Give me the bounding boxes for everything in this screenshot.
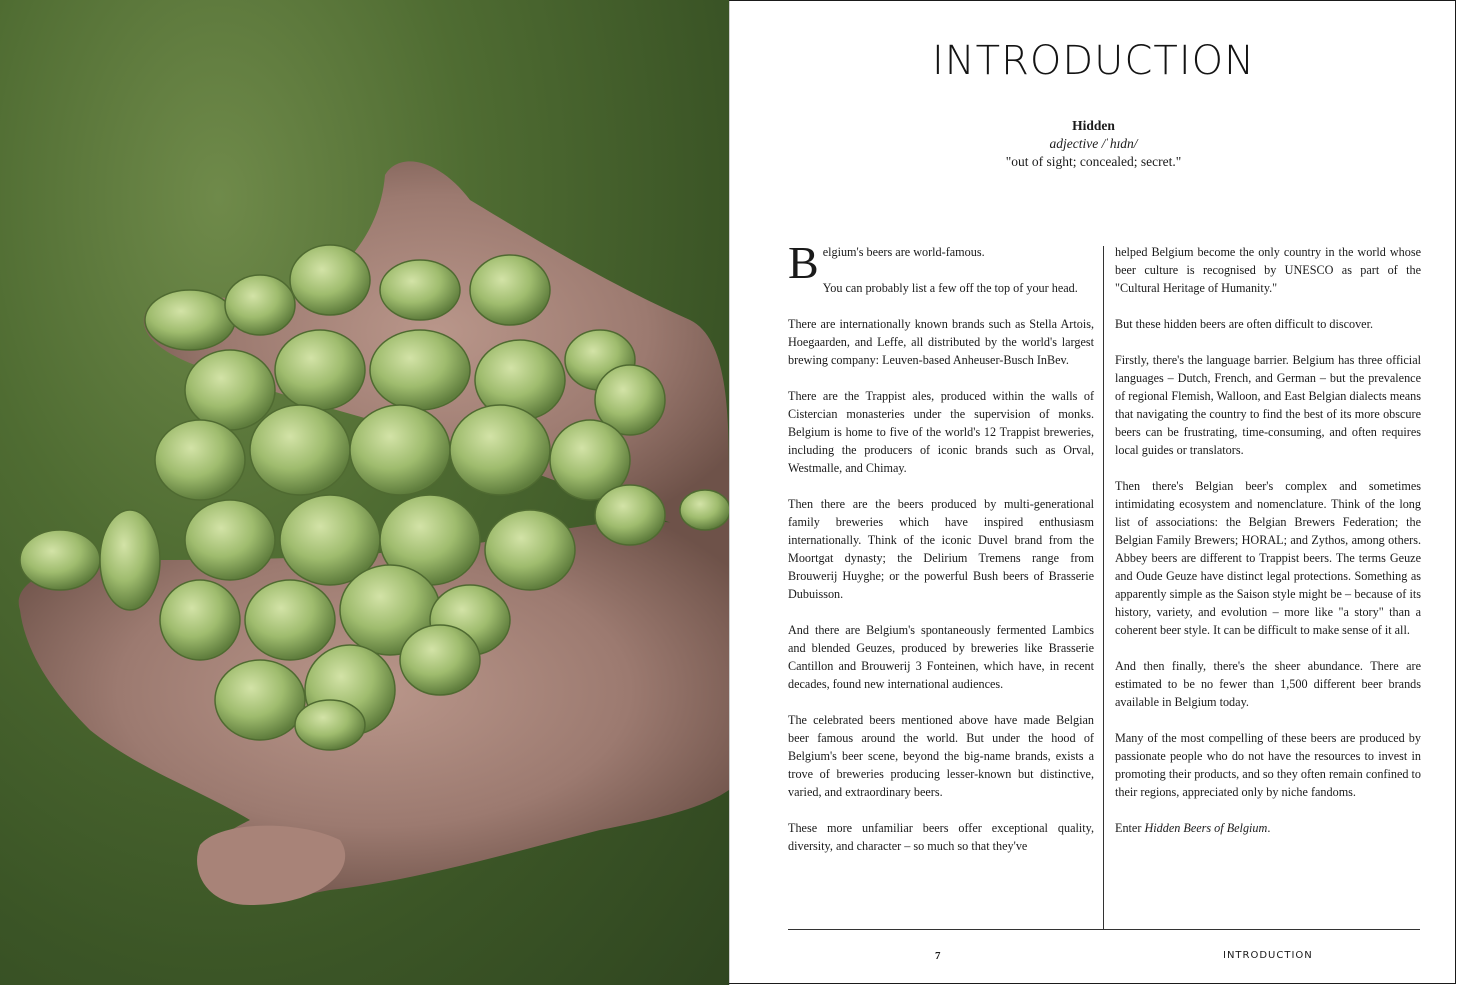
paragraph: You can probably list a few off the top of your head.: [822, 281, 1078, 295]
book-title: Hidden Beers of Belgium: [1144, 821, 1268, 835]
paragraph: And then finally, there's the sheer abundance. There are estimated to be no fewer than 1,500 different beer brands available in Belgium today.: [1115, 659, 1421, 709]
right-column: [1115, 243, 1421, 855]
page-number: 7: [935, 950, 942, 962]
page-title: INTRODUCTION: [931, 38, 1256, 84]
paragraph: Firstly, there's the language barrier. Belgium has three official languages – Dutch, French, and German – but the prevalence of regional Flemish, Walloon, and East Belgian dialects means that navigating the country to find the best of its more obscure beers can be frustrating, time-consuming, and often requires local guides or translators.: [1115, 353, 1421, 457]
paragraph: Many of the most compelling of these beers are produced by passionate people who do not have the resources to invest in promoting their products, and so they often remain confined to their regions, appreciated only by niche fandoms.: [1115, 731, 1421, 799]
paragraph: Then there are the beers produced by multi-generational family breweries which have inspired enthusiasm internationally. Think of the iconic Duvel brand from the Moortgat dynasty; the Delirium Tremens range from Brouwerij Huyghe; or the powerful Bush beers of Brasserie Dubuisson.: [788, 497, 1094, 601]
opening-line: elgium's beers are world-famous.: [822, 245, 985, 259]
closing-suffix: .: [1267, 821, 1271, 835]
introduction-page: [729, 0, 1457, 985]
running-head: INTRODUCTION: [1223, 950, 1313, 961]
drop-cap: B: [788, 237, 819, 288]
paragraph: There are internationally known brands such as Stella Artois, Hoegaarden, and Leffe, all distributed by the world's largest brewing company: Leuven-based Anheuser-Busch InBev.: [788, 317, 1094, 367]
left-column: [788, 237, 1094, 873]
closing-paragraph: [1115, 819, 1421, 837]
definition-word: Hidden: [1072, 118, 1115, 133]
definition-meaning: "out of sight; concealed; secret.": [1005, 154, 1182, 169]
paragraph: There are the Trappist ales, produced within the walls of Cistercian monasteries under the supervision of monks. Belgium is home to five of the world's 12 Trappist breweries, including the producers of iconic brands such as Orval, Westmalle, and Chimay.: [788, 389, 1094, 475]
paragraph: And there are Belgium's spontaneously fermented Lambics and blended Geuzes, produced by breweries like Brasserie Cantillon and Brouwerij 3 Fonteinen, which have, in recent decades, found new international audiences.: [788, 623, 1094, 691]
footer-rule: [788, 929, 1420, 930]
closing-prefix: Enter: [1115, 821, 1145, 835]
column-divider: [1103, 246, 1104, 929]
paragraph: The celebrated beers mentioned above have made Belgian beer famous around the world. But under the hood of Belgium's beer scene, beyond the big-name brands, exists a trove of breweries producing lesser-known but distinctive, varied, and extraordinary beers.: [788, 713, 1094, 799]
paragraph: Then there's Belgian beer's complex and sometimes intimidating ecosystem and nomenclature. Think of the long list of associations: the Belgian Brewers Federation; the Belgian Family Brewers; HORAL; and Zythos, among others. Abbey beers are different to Trappist beers. The terms Geuze and Oude Geuze have distinct legal protections. Something as apparently simple as the Saison style might be – because of its history, variety, and evolution – more like "a story" than a coherent beer style. It can be difficult to make sense of it all.: [1115, 479, 1421, 637]
paragraph: helped Belgium become the only country in the world whose beer culture is recognised by UNESCO as part of the "Cultural Heritage of Humanity.": [1115, 245, 1421, 295]
paragraph: These more unfamiliar beers offer exceptional quality, diversity, and character – so much so that they've: [788, 821, 1094, 853]
definition-block: [730, 117, 1457, 171]
definition-pos: adjective /ˈhɪdn/: [1049, 136, 1138, 151]
paragraph: But these hidden beers are often difficult to discover.: [1115, 317, 1374, 331]
